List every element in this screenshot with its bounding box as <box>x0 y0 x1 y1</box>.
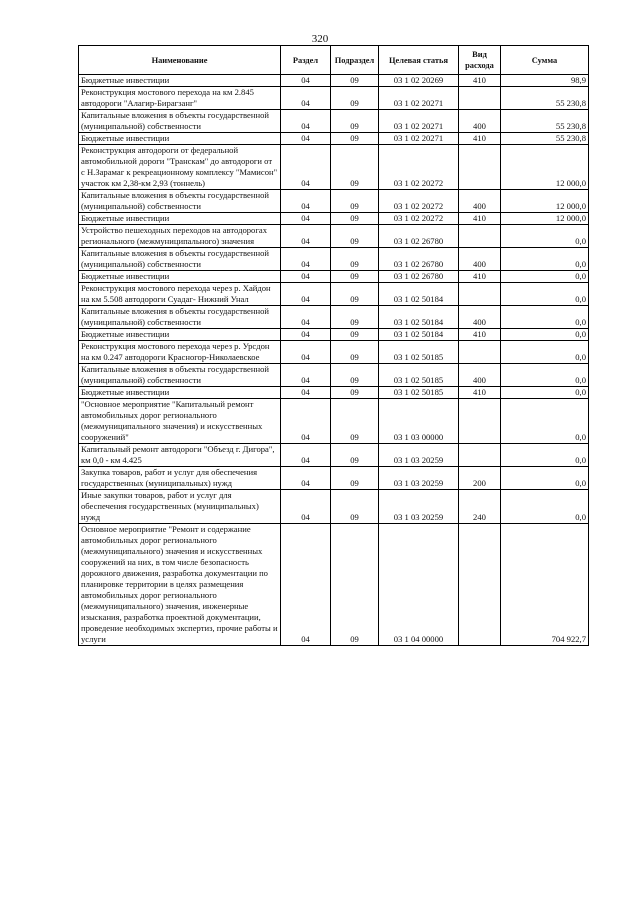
cell-name: Бюджетные инвестиции <box>79 387 281 399</box>
cell-name: Капитальные вложения в объекты государственной (муниципальной) собственности <box>79 248 281 271</box>
cell-expense-type: 400 <box>459 190 501 213</box>
cell-subsection: 09 <box>331 524 379 646</box>
table-row <box>79 271 589 283</box>
cell-target: 03 1 02 50185 <box>379 387 459 399</box>
cell-subsection: 09 <box>331 306 379 329</box>
cell-section: 04 <box>281 524 331 646</box>
table-row <box>79 364 589 387</box>
table-row <box>79 341 589 364</box>
cell-subsection: 09 <box>331 213 379 225</box>
cell-name: Реконструкция автодороги от федеральной автомобильной дороги "Транскам" до автодороги от с Н.Зарамаг к рекреационному комплексу "Мамисон" участок км 2,38-км 2,93 (тоннель) <box>79 145 281 190</box>
table-row <box>79 306 589 329</box>
cell-subsection: 09 <box>331 133 379 145</box>
cell-amount: 0,0 <box>501 399 589 444</box>
cell-name: Закупка товаров, работ и услуг для обеспечения государственных (муниципальных) нужд <box>79 467 281 490</box>
table-row <box>79 133 589 145</box>
cell-name: Устройство пешеходных переходов на автодорогах регионального (межмуниципального) значения <box>79 225 281 248</box>
cell-section: 04 <box>281 213 331 225</box>
cell-subsection: 09 <box>331 444 379 467</box>
header-subsection: Подраздел <box>331 46 379 75</box>
cell-amount: 55 230,8 <box>501 110 589 133</box>
cell-name: Реконструкция мостового перехода через р. Урсдон на км 0.247 автодороги Красногор-Николаевское <box>79 341 281 364</box>
cell-amount: 55 230,8 <box>501 87 589 110</box>
cell-name: Бюджетные инвестиции <box>79 213 281 225</box>
cell-section: 04 <box>281 87 331 110</box>
cell-expense-type: 200 <box>459 467 501 490</box>
cell-subsection: 09 <box>331 467 379 490</box>
cell-target: 03 1 04 00000 <box>379 524 459 646</box>
cell-section: 04 <box>281 133 331 145</box>
cell-amount: 0,0 <box>501 248 589 271</box>
cell-section: 04 <box>281 444 331 467</box>
cell-target: 03 1 03 20259 <box>379 444 459 467</box>
cell-target: 03 1 02 20271 <box>379 110 459 133</box>
cell-target: 03 1 02 20271 <box>379 133 459 145</box>
cell-expense-type <box>459 444 501 467</box>
table-row <box>79 190 589 213</box>
header-target: Целевая статья <box>379 46 459 75</box>
table-row <box>79 387 589 399</box>
cell-expense-type: 400 <box>459 110 501 133</box>
cell-subsection: 09 <box>331 248 379 271</box>
cell-amount: 0,0 <box>501 283 589 306</box>
cell-name: "Основное мероприятие "Капитальный ремонт автомобильных дорог регионального (межмуниципального значения) и искусственных сооружений" <box>79 399 281 444</box>
cell-section: 04 <box>281 75 331 87</box>
table-row <box>79 110 589 133</box>
cell-expense-type: 410 <box>459 75 501 87</box>
cell-target: 03 1 02 20272 <box>379 213 459 225</box>
cell-amount: 0,0 <box>501 444 589 467</box>
cell-expense-type: 410 <box>459 133 501 145</box>
cell-subsection: 09 <box>331 399 379 444</box>
budget-table <box>78 45 589 646</box>
cell-target: 03 1 03 00000 <box>379 399 459 444</box>
cell-expense-type <box>459 341 501 364</box>
table-row <box>79 213 589 225</box>
cell-name: Капитальные вложения в объекты государственной (муниципальной) собственности <box>79 364 281 387</box>
table-row <box>79 444 589 467</box>
cell-target: 03 1 02 20272 <box>379 190 459 213</box>
cell-subsection: 09 <box>331 190 379 213</box>
cell-expense-type <box>459 524 501 646</box>
cell-subsection: 09 <box>331 87 379 110</box>
cell-name: Капитальные вложения в объекты государственной (муниципальной) собственности <box>79 306 281 329</box>
cell-section: 04 <box>281 283 331 306</box>
cell-expense-type: 400 <box>459 364 501 387</box>
cell-subsection: 09 <box>331 364 379 387</box>
cell-expense-type <box>459 87 501 110</box>
cell-name: Бюджетные инвестиции <box>79 75 281 87</box>
cell-section: 04 <box>281 225 331 248</box>
cell-name: Бюджетные инвестиции <box>79 133 281 145</box>
table-row <box>79 225 589 248</box>
cell-amount: 0,0 <box>501 306 589 329</box>
cell-subsection: 09 <box>331 490 379 524</box>
table-row <box>79 524 589 646</box>
page-number: 320 <box>311 33 329 45</box>
cell-amount: 98,9 <box>501 75 589 87</box>
cell-expense-type: 400 <box>459 306 501 329</box>
cell-amount: 0,0 <box>501 271 589 283</box>
cell-expense-type: 240 <box>459 490 501 524</box>
table-row <box>79 75 589 87</box>
header-name: Наименование <box>79 46 281 75</box>
cell-target: 03 1 02 50185 <box>379 364 459 387</box>
table-row <box>79 399 589 444</box>
table-row <box>79 283 589 306</box>
cell-name: Капитальные вложения в объекты государственной (муниципальной) собственности <box>79 190 281 213</box>
cell-amount: 704 922,7 <box>501 524 589 646</box>
cell-amount: 0,0 <box>501 225 589 248</box>
cell-target: 03 1 02 20269 <box>379 75 459 87</box>
cell-section: 04 <box>281 364 331 387</box>
header-expense-type: Вид расхода <box>459 46 501 75</box>
table-row <box>79 145 589 190</box>
cell-subsection: 09 <box>331 329 379 341</box>
cell-subsection: 09 <box>331 110 379 133</box>
cell-section: 04 <box>281 490 331 524</box>
cell-subsection: 09 <box>331 387 379 399</box>
cell-section: 04 <box>281 190 331 213</box>
cell-subsection: 09 <box>331 271 379 283</box>
cell-name: Основное мероприятие "Ремонт и содержание автомобильных дорог регионального (межмуниципального) значения и искусственных сооружений на них, в том числе безопасность дорожного движения, разработка документации по планировке территории в целях размещения автомобильных дорог регионального (межмуниципального) значения, инженерные изыскания, разработка проектной документации, проведение необходимых экспертиз, прочие работы и услуги <box>79 524 281 646</box>
cell-amount: 0,0 <box>501 467 589 490</box>
cell-name: Реконструкция мостового перехода на км 2.845 автодороги "Алагир-Бирагзанг" <box>79 87 281 110</box>
cell-amount: 0,0 <box>501 341 589 364</box>
table-row <box>79 490 589 524</box>
cell-target: 03 1 02 20271 <box>379 87 459 110</box>
cell-amount: 0,0 <box>501 387 589 399</box>
cell-expense-type: 410 <box>459 387 501 399</box>
cell-target: 03 1 02 26780 <box>379 248 459 271</box>
table-row <box>79 329 589 341</box>
cell-target: 03 1 02 20272 <box>379 145 459 190</box>
cell-expense-type: 410 <box>459 329 501 341</box>
cell-target: 03 1 02 50184 <box>379 329 459 341</box>
table-row <box>79 467 589 490</box>
cell-name: Бюджетные инвестиции <box>79 329 281 341</box>
cell-name: Реконструкция мостового перехода через р. Хайдон на км 5.508 автодороги Суадаг- Нижний Унал <box>79 283 281 306</box>
cell-expense-type <box>459 283 501 306</box>
cell-expense-type <box>459 399 501 444</box>
cell-expense-type <box>459 225 501 248</box>
cell-section: 04 <box>281 110 331 133</box>
cell-target: 03 1 02 26780 <box>379 225 459 248</box>
cell-section: 04 <box>281 399 331 444</box>
cell-subsection: 09 <box>331 283 379 306</box>
cell-target: 03 1 03 20259 <box>379 467 459 490</box>
cell-section: 04 <box>281 306 331 329</box>
cell-section: 04 <box>281 387 331 399</box>
cell-amount: 0,0 <box>501 490 589 524</box>
cell-amount: 0,0 <box>501 329 589 341</box>
cell-target: 03 1 03 20259 <box>379 490 459 524</box>
cell-name: Капитальный ремонт автодороги "Объезд г. Дигора", км 0,0 - км 4.425 <box>79 444 281 467</box>
cell-subsection: 09 <box>331 225 379 248</box>
cell-target: 03 1 02 50185 <box>379 341 459 364</box>
cell-amount: 12 000,0 <box>501 190 589 213</box>
cell-expense-type: 410 <box>459 271 501 283</box>
cell-target: 03 1 02 50184 <box>379 283 459 306</box>
table-row <box>79 248 589 271</box>
cell-amount: 0,0 <box>501 364 589 387</box>
cell-name: Капитальные вложения в объекты государственной (муниципальной) собственности <box>79 110 281 133</box>
cell-expense-type: 410 <box>459 213 501 225</box>
cell-expense-type <box>459 145 501 190</box>
header-amount: Сумма <box>501 46 589 75</box>
cell-subsection: 09 <box>331 145 379 190</box>
cell-section: 04 <box>281 145 331 190</box>
cell-subsection: 09 <box>331 75 379 87</box>
cell-section: 04 <box>281 329 331 341</box>
cell-amount: 12 000,0 <box>501 213 589 225</box>
cell-section: 04 <box>281 467 331 490</box>
header-section: Раздел <box>281 46 331 75</box>
cell-section: 04 <box>281 248 331 271</box>
cell-name: Иные закупки товаров, работ и услуг для обеспечения государственных (муниципальных) нужд <box>79 490 281 524</box>
cell-amount: 12 000,0 <box>501 145 589 190</box>
cell-expense-type: 400 <box>459 248 501 271</box>
cell-target: 03 1 02 50184 <box>379 306 459 329</box>
cell-section: 04 <box>281 341 331 364</box>
cell-section: 04 <box>281 271 331 283</box>
table-header-row <box>79 46 589 75</box>
cell-target: 03 1 02 26780 <box>379 271 459 283</box>
cell-subsection: 09 <box>331 341 379 364</box>
table-row <box>79 87 589 110</box>
cell-name: Бюджетные инвестиции <box>79 271 281 283</box>
cell-amount: 55 230,8 <box>501 133 589 145</box>
